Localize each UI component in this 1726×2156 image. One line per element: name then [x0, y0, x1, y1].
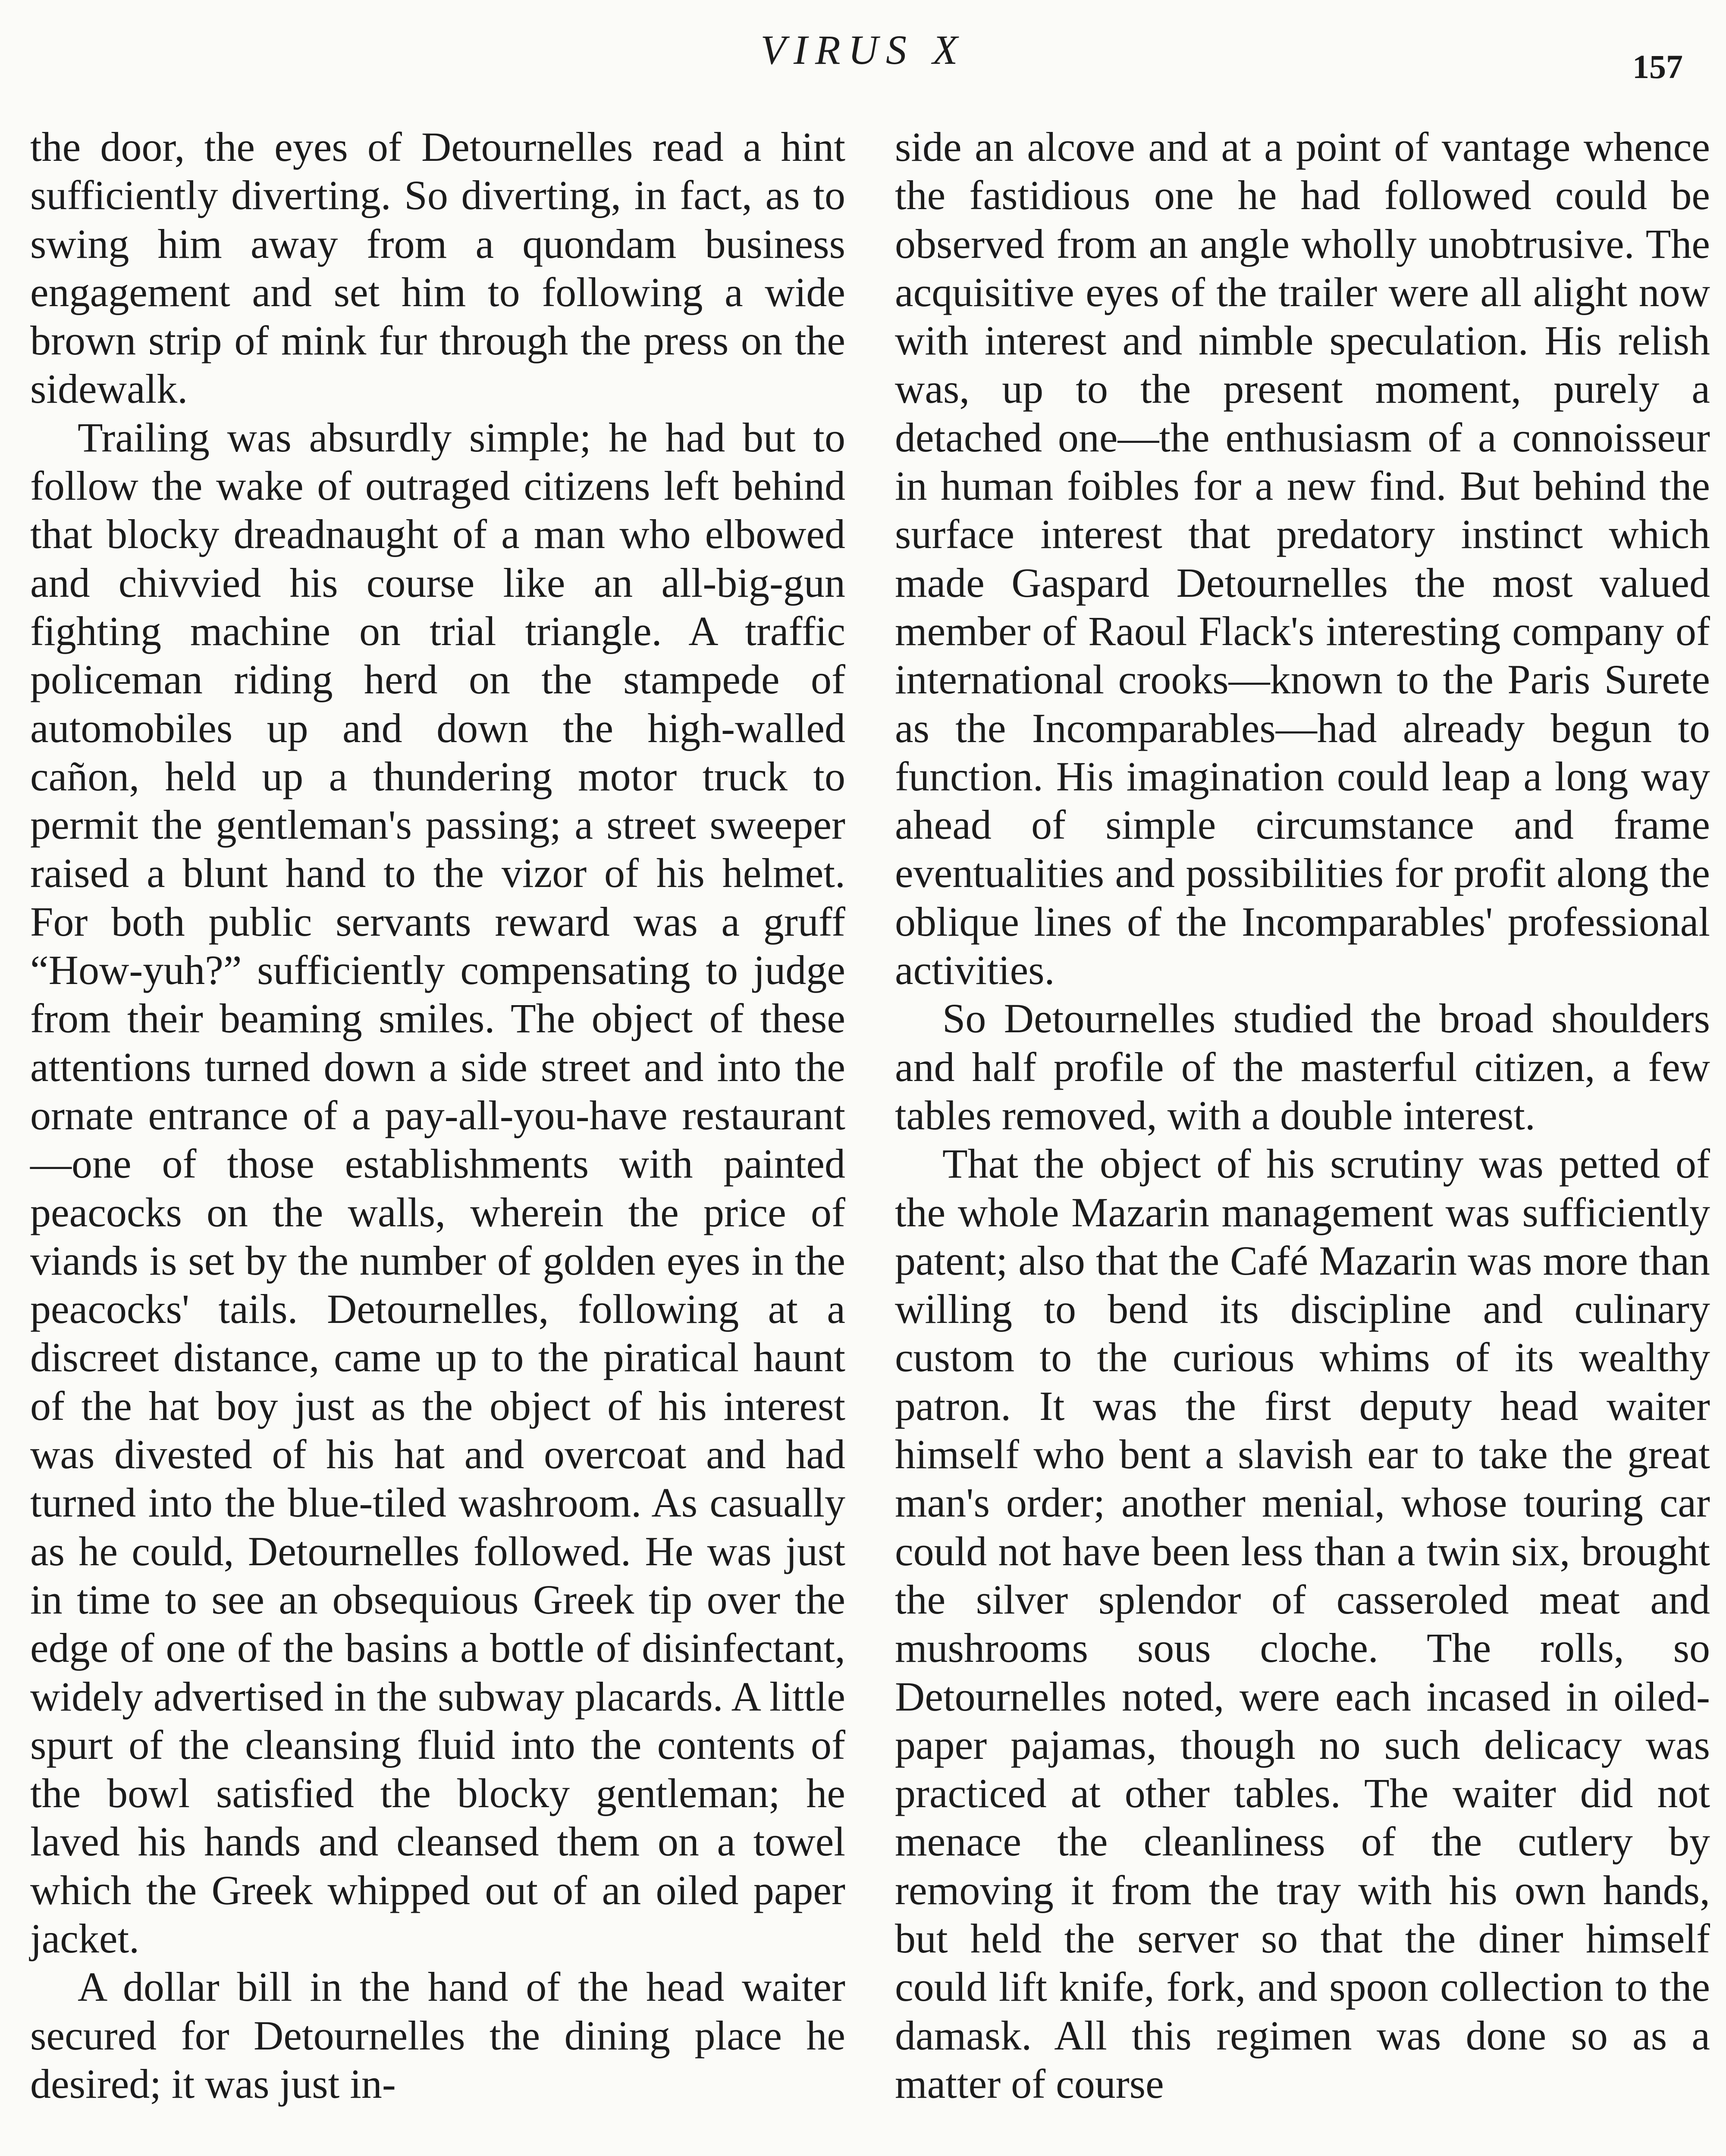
paragraph: So Detournelles studied the broad shoulders and half profile of the masterful citizen, a few tables removed, with a double interest. [895, 995, 1710, 1138]
page-header [0, 9, 1726, 91]
paragraph: That the object of his scrutiny was petted of the whole Mazarin management was sufficiently patent; also that the Café Mazarin was more than willing to bend its discipline and culinary custom to the curious whims of its wealthy patron. It was the first deputy head waiter himself who bent a slavish ear to take the great man's order; another menial, whose touring car could not have been less than a twin six, brought the silver splendor of casseroled meat and mushrooms sous cloche. The rolls, so Detournelles noted, were each incased in oiled-paper pajamas, though no such delicacy was practiced at other tables. The waiter did not menace the cleanliness of the cutlery by removing it from the tray with his own hands, but held the server so that the diner himself could lift knife, fork, and spoon collection to the damask. All this regimen was done so as a matter of course [895, 1141, 1710, 2107]
paragraph: A dollar bill in the hand of the head waiter secured for Detournelles the dining place he desired; it was just in- [30, 1964, 845, 2107]
left-column [30, 123, 845, 2108]
paragraph: side an alcove and at a point of vantage whence the fastidious one he had followed could be observed from an angle wholly unobtrusive. The acquisitive eyes of the trailer were all alight now with interest and nimble speculation. His relish was, up to the present moment, purely a detached one—the enthusiasm of a connoisseur in human foibles for a new find. But behind the surface interest that predatory instinct which made Gaspard Detournelles the most valued member of Raoul Flack's interesting company of international crooks—known to the Paris Surete as the Incomparables—had already begun to function. His imagination could leap a long way ahead of simple circumstance and frame eventualities and possibilities for profit along the oblique lines of the Incomparables' professional activities. [895, 124, 1710, 993]
running-title: VIRUS X [760, 27, 966, 73]
paragraph: Trailing was absurdly simple; he had but to follow the wake of outraged citizens left behind that blocky dreadnaught of a man who elbowed and chivvied his course like an all-big-gun fighting machine on trial triangle. A traffic policeman riding herd on the stampede of automobiles up and down the high-walled cañon, held up a thundering motor truck to permit the gentleman's passing; a street sweeper raised a blunt hand to the vizor of his helmet. For both public servants reward was a gruff “How-yuh?” sufficiently compensating to judge from their beaming smiles. The object of these attentions turned down a side street and into the ornate entrance of a pay-all-you-have restaurant—one of those establishments with painted peacocks on the walls, wherein the price of viands is set by the number of golden eyes in the peacocks' tails. Detournelles, following at a discreet distance, came up to the piratical haunt of the hat boy just as the object of his interest was divested of his hat and overcoat and had turned into the blue-tiled washroom. As casually as he could, Detournelles followed. He was just in time to see an obsequious Greek tip over the edge of one of the basins a bottle of disinfectant, widely advertised in the subway placards. A little spurt of the cleansing fluid into the contents of the bowl satisfied the blocky gentleman; he laved his hands and cleansed them on a towel which the Greek whipped out of an oiled paper jacket. [30, 414, 845, 1962]
right-column [895, 123, 1710, 2108]
paragraph: the door, the eyes of Detournelles read a hint sufficiently diverting. So diverting, in fact, as to swing him away from a quondam business engagement and set him to following a wide brown strip of mink fur through the press on the sidewalk. [30, 124, 845, 412]
page-number: 157 [1632, 48, 1683, 85]
